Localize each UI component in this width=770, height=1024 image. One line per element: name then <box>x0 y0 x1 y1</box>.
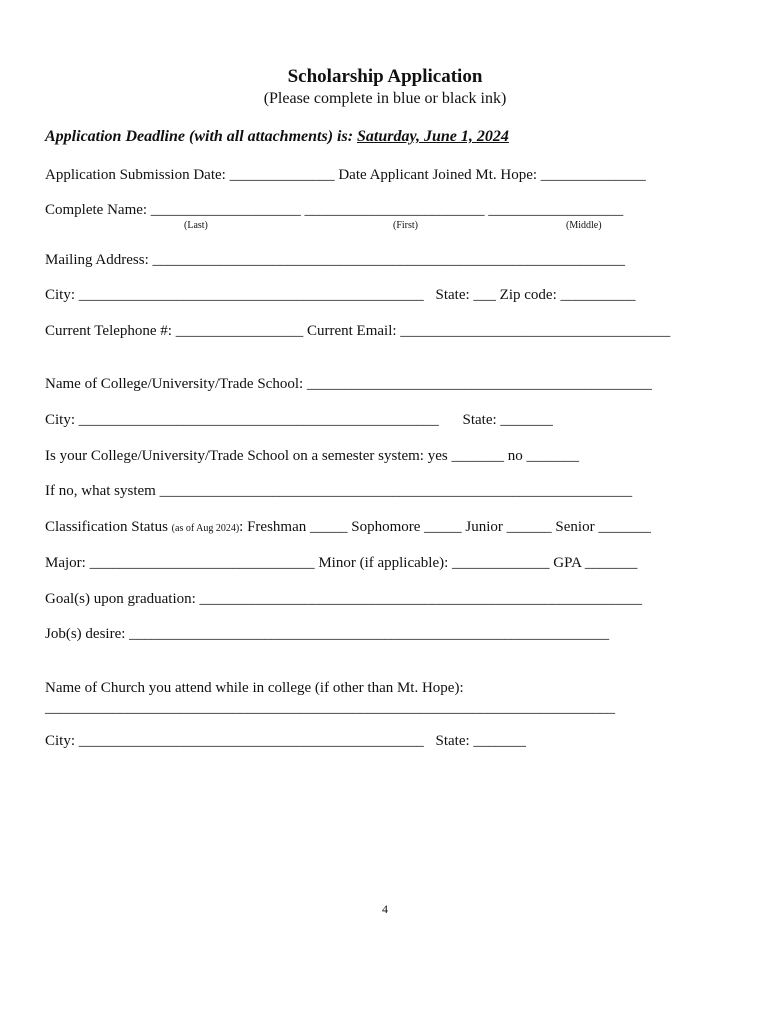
state-field-2[interactable]: State: _______ <box>462 412 553 428</box>
email-field[interactable]: Current Email: ____________________________________ <box>306 323 671 339</box>
name-middle-caption: (Middle) <box>566 220 602 231</box>
church-line[interactable]: ____________________________________________________________________________ <box>45 700 615 716</box>
joined-date-field[interactable]: Date Applicant Joined Mt. Hope: ______________ <box>338 167 646 183</box>
city-row-2[interactable] <box>45 412 553 429</box>
semester-field[interactable]: Is your College/University/Trade School on a semester system: yes _______ no _______ <box>45 448 579 464</box>
city-field-3[interactable]: City: ______________________________________________ <box>45 733 424 749</box>
college-field[interactable]: Name of College/University/Trade School: ______________________________________________ <box>45 376 652 392</box>
city-row-1[interactable] <box>45 287 636 304</box>
church-label: Name of Church you attend while in college (if other than Mt. Hope): <box>45 680 464 696</box>
name-last-caption: (Last) <box>184 220 208 231</box>
deadline-label: Application Deadline (with all attachments) is: <box>45 128 358 145</box>
jobs-field[interactable]: Job(s) desire: ________________________________________________________________ <box>45 626 610 642</box>
classification-options[interactable]: : Freshman _____ Sophomore _____ Junior ______ Senior _______ <box>239 519 651 535</box>
deadline-line <box>45 128 509 146</box>
city-field-1[interactable]: City: ______________________________________________ <box>45 287 424 303</box>
submission-date-field[interactable]: Application Submission Date: ______________ <box>45 167 335 183</box>
state-zip-field-1[interactable]: State: ___ Zip code: __________ <box>435 287 636 303</box>
telephone-field[interactable]: Current Telephone #: _________________ <box>45 323 304 339</box>
city-field-2[interactable]: City: ________________________________________________ <box>45 412 439 428</box>
city-row-3[interactable] <box>45 733 526 750</box>
classification-label: Classification Status <box>45 519 172 535</box>
page-number: 4 <box>382 902 388 916</box>
complete-name-field[interactable]: Complete Name: ____________________ ________________________ __________________ <box>45 202 624 218</box>
submission-date-row[interactable] <box>45 167 646 184</box>
if-no-field[interactable]: If no, what system _______________________________________________________________ <box>45 483 633 499</box>
classification-note: (as of Aug 2024) <box>171 523 240 534</box>
contact-row[interactable] <box>45 323 670 340</box>
goals-field[interactable]: Goal(s) upon graduation: ___________________________________________________________ <box>45 591 643 607</box>
page-subtitle: (Please complete in blue or black ink) <box>263 90 507 107</box>
major-field[interactable]: Major: ______________________________ Minor (if applicable): _____________ GPA _______ <box>45 555 638 571</box>
classification-row[interactable] <box>45 519 651 536</box>
deadline-date: Saturday, June 1, 2024 <box>357 128 509 145</box>
mailing-address-field[interactable]: Mailing Address: _______________________________________________________________ <box>45 252 625 268</box>
name-first-caption: (First) <box>393 220 418 231</box>
state-field-3[interactable]: State: _______ <box>435 733 526 749</box>
page-title: Scholarship Application <box>287 66 483 87</box>
